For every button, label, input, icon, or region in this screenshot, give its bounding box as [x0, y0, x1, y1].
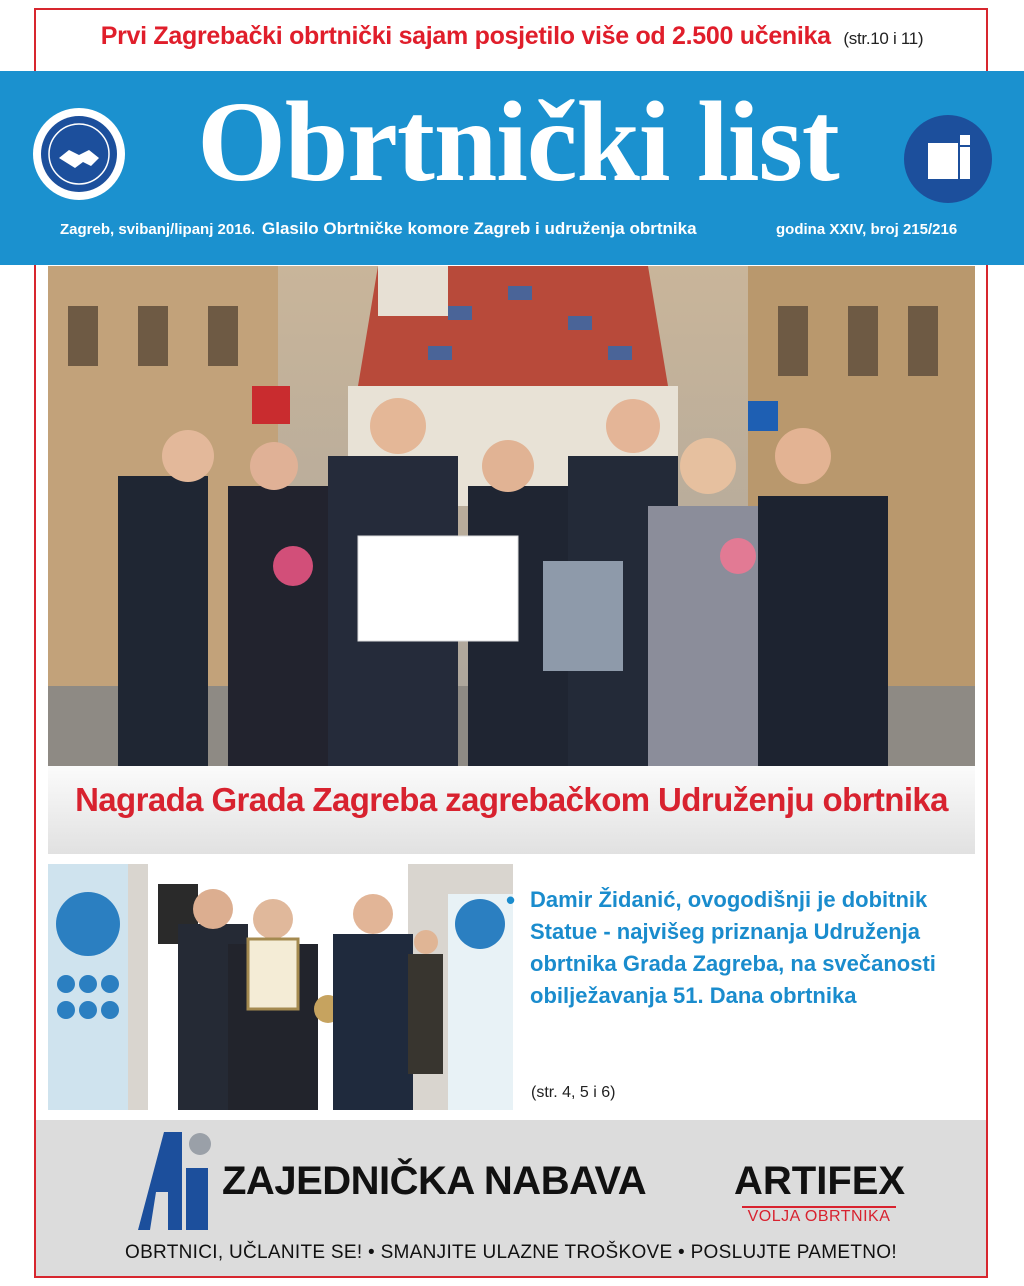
top-headline-text: Prvi Zagrebački obrtnički sajam posjetilo više od 2.500 učenika [100, 22, 831, 50]
second-story-ref: (str. 4, 5 i 6) [531, 1084, 616, 1101]
top-headline[interactable] [0, 22, 1024, 51]
masthead-title: Obrtnički list [197, 78, 839, 205]
main-photo[interactable] [48, 266, 975, 766]
advert-brand: ARTIFEX [734, 1159, 906, 1203]
main-caption[interactable]: Nagrada Grada Zagreba zagrebačkom Udruženju obrtnika [75, 781, 948, 818]
story-bullet-icon: • [506, 885, 516, 915]
artifex-logo-icon [138, 1132, 214, 1230]
issue-date: Zagreb, svibanj/lipanj 2016. [60, 221, 256, 238]
issue-number: godina XXIV, broj 215/216 [776, 221, 958, 238]
advert-slogan: OBRTNICI, UČLANITE SE! • SMANJITE ULAZNE TROŠKOVE • POSLUJTE PAMETNO! [125, 1242, 897, 1263]
top-headline-ref: (str.10 i 11) [843, 29, 924, 48]
masthead-subline [0, 219, 1024, 241]
chamber-logo-icon [904, 115, 992, 203]
advert-title: ZAJEDNIČKA NABAVA [222, 1159, 647, 1203]
second-story-text[interactable]: Damir Židanić, ovogodišnji je dobitnik Statue - najvišeg priznanja Udruženja obrtnika Grada Zagreba, na svečanosti obilježavanja 51. Dana obrtnika [530, 887, 936, 1008]
association-seal [33, 108, 125, 200]
award-photo[interactable] [48, 864, 516, 1110]
handshake-icon [33, 108, 125, 200]
publisher-line: Glasilo Obrtničke komore Zagreb i udruženja obrtnika [262, 219, 697, 238]
advert-subtitle: VOLJA OBRTNIKA [742, 1206, 896, 1226]
